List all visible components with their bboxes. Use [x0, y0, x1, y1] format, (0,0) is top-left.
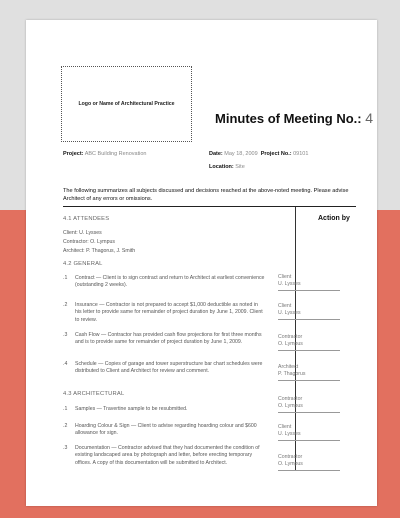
action-owner: [278, 454, 340, 471]
minute-item: [63, 423, 278, 441]
action-role: Contractor: [278, 396, 303, 402]
section-heading-architectural: 4.3 ARCHITECTURAL: [63, 391, 125, 397]
action-name: O. Lympus: [278, 403, 303, 409]
action-role: Contractor: [278, 334, 303, 340]
project-no-value: 09101: [293, 151, 309, 157]
action-role: Client: [278, 303, 292, 309]
logo-placeholder: [61, 66, 192, 142]
item-number: .1: [63, 406, 68, 412]
item-text: Contract — Client is to sign contract and return to Architect at earliest convenience (outstanding 2 weeks).: [75, 275, 265, 289]
header-rule: [63, 206, 356, 207]
item-number: .1: [63, 275, 68, 281]
project-value: ABC Building Renovation: [84, 151, 147, 157]
page-title: [215, 110, 373, 126]
attendee-line: Client: U. Lysses: [63, 230, 102, 236]
minute-item: [63, 302, 278, 328]
project-field: [63, 151, 146, 157]
minute-item: [63, 406, 278, 416]
action-name: U. Lysses: [278, 310, 301, 316]
action-owner: [278, 396, 340, 413]
title-label: Minutes of Meeting No.:: [215, 111, 362, 126]
project-no-label: Project No.:: [260, 151, 292, 157]
action-owner: [278, 334, 340, 351]
date-field: [209, 151, 308, 157]
section-heading-general: 4.2 GENERAL: [63, 261, 103, 267]
action-owner: [278, 274, 340, 291]
action-owner: [278, 424, 340, 441]
date-label: Date:: [209, 151, 223, 157]
item-text: Insurance — Contractor is not prepared to accept $1,000 deductible as noted in his letter to provide same for remainder of project duration by June 1, 2009. Client to review.: [75, 302, 263, 323]
action-role: Architect: [278, 364, 299, 370]
item-number: .3: [63, 332, 68, 338]
item-text: Documentation — Contractor advised that they had documented the condition of existing landscaped area by photograph and letter, before erecting temporary offices. A copy of this documentation will be submitted to Architect.: [75, 445, 260, 466]
action-role: Contractor: [278, 454, 303, 460]
location-field: [209, 164, 245, 170]
item-number: .4: [63, 361, 68, 367]
date-value: May 18, 2009: [224, 151, 258, 157]
action-owner: [278, 303, 340, 320]
attendee-line: Architect: P. Thagorus, J. Smith: [63, 248, 136, 254]
action-name: U. Lysses: [278, 281, 301, 287]
item-text: Samples — Travertine sample to be resubmitted.: [75, 406, 188, 412]
item-text: Hoarding Colour & Sign — Client to advise regarding hoarding colour and $600 allowance for sign.: [75, 423, 257, 437]
attendee-line: Contractor: O. Lympus: [63, 239, 115, 245]
minute-item: [63, 445, 278, 481]
action-by-heading: Action by: [318, 215, 350, 222]
meeting-number: 4: [365, 110, 374, 126]
item-number: .2: [63, 302, 68, 308]
action-name: O. Lympus: [278, 461, 303, 467]
project-label: Project:: [63, 151, 84, 157]
action-role: Client: [278, 274, 292, 280]
location-label: Location:: [209, 164, 234, 170]
item-text: Cash Flow — Contractor has provided cash flow projections for first three months and is to provide same for remainder of project duration by June 1, 2009.: [75, 332, 262, 346]
location-value: Site: [235, 164, 245, 170]
action-owner: [278, 364, 340, 381]
item-number: .3: [63, 445, 68, 451]
item-text: Schedule — Copies of garage and tower superstructure bar chart schedules were distributed to Client and Architect for review and comment.: [75, 361, 263, 375]
minute-item: [63, 275, 278, 295]
intro-text: The following summarizes all subjects discussed and decisions reached at the above-noted meeting. Please advise Architect of any errors or omissions.: [63, 188, 349, 202]
action-name: U. Lysses: [278, 431, 301, 437]
logo-placeholder-text: Logo or Name of Architectural Practice: [78, 101, 175, 107]
section-heading-attendees: 4.1 ATTENDEES: [63, 216, 110, 222]
minute-item: [63, 361, 278, 387]
minute-item: [63, 332, 278, 358]
action-name: P. Thagorus: [278, 371, 306, 377]
minutes-page: [26, 20, 377, 506]
action-name: O. Lympus: [278, 341, 303, 347]
item-number: .2: [63, 423, 68, 429]
action-role: Client: [278, 424, 292, 430]
